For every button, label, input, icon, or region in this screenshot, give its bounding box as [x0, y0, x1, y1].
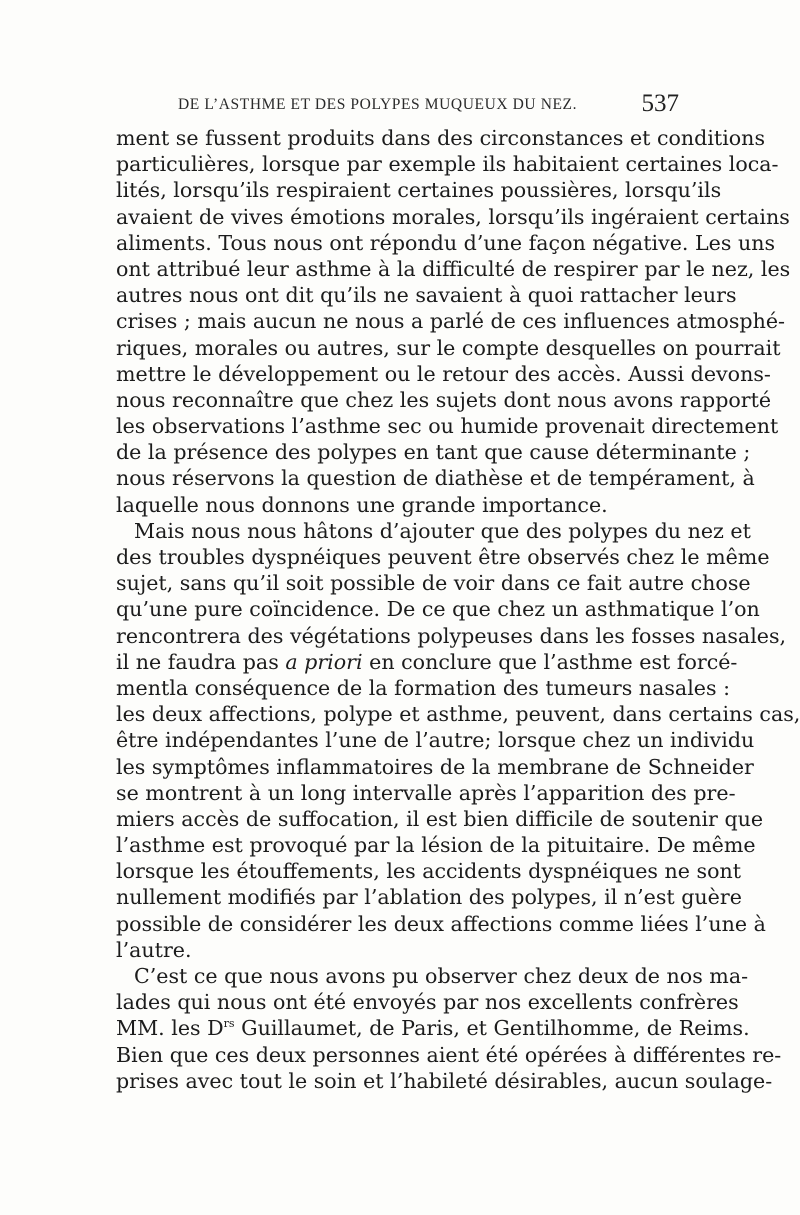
paragraph-1 — [116, 125, 791, 518]
running-head — [116, 90, 679, 120]
text-line: lades qui nous ont été envoyés par nos excellents confrères — [116, 990, 739, 1015]
paragraph-2 — [116, 518, 800, 963]
text-line: miers accès de suffocation, il est bien difficile de soutenir que — [116, 806, 764, 831]
text-line: mentla conséquence de la formation des tumeurs nasales : — [116, 675, 731, 700]
page-number: 537 — [641, 90, 679, 117]
text-line: nous reconnaître que chez les sujets dont nous avons rapporté — [116, 387, 772, 412]
text-line: prises avec tout le soin et l’habileté désirables, aucun soulage- — [116, 1068, 773, 1093]
italic-phrase: a priori — [285, 649, 363, 674]
text-line: laquelle nous donnons une grande importance. — [116, 492, 608, 517]
text-line: lités, lorsqu’ils respiraient certaines poussières, lorsqu’ils — [116, 178, 722, 203]
text-line: Bien que ces deux personnes aient été opérées à différentes re- — [116, 1042, 782, 1067]
text-line: rencontrera des végétations polypeuses dans les fosses nasales, — [116, 623, 787, 648]
text-line: les observations l’asthme sec ou humide provenait directement — [116, 414, 779, 439]
paragraph-3 — [116, 963, 782, 1094]
text-line: se montrent à un long intervalle après l’apparition des pre- — [116, 780, 736, 805]
text-line: l’autre. — [116, 937, 192, 962]
text-line: les deux affections, polype et asthme, peuvent, dans certains cas, — [116, 702, 800, 727]
text-line: particulières, lorsque par exemple ils habitaient certaines loca- — [116, 152, 779, 177]
text-line: autres nous ont dit qu’ils ne savaient à quoi rattacher leurs — [116, 283, 737, 308]
text-line: des troubles dyspnéiques peuvent être observés chez le même — [116, 545, 770, 569]
text-line: sujet, sans qu’il soit possible de voir dans ce fait autre chose — [116, 571, 751, 596]
text-line: aliments. Tous nous ont répondu d’une façon négative. Les uns — [116, 230, 776, 255]
text-line: Mais nous nous hâtons d’ajouter que des polypes du nez et — [134, 518, 751, 543]
text-segment: il ne faudra pas — [116, 649, 286, 674]
text-line: mettre le développement ou le retour des accès. Aussi devons- — [116, 361, 771, 386]
text-line: qu’une pure coïncidence. De ce que chez un asthmatique l’on — [116, 597, 760, 622]
running-head-title: DE L’ASTHME ET DES POLYPES MUQUEUX DU NEZ. — [178, 96, 578, 113]
text-segment: Guillaumet, de Paris, et Gentilhomme, de Reims. — [234, 1016, 750, 1041]
text-line: C’est ce que nous avons pu observer chez deux de nos ma- — [134, 964, 749, 988]
text-line: nous réservons la question de diathèse et de tempérament, à — [116, 466, 755, 491]
body-text — [116, 125, 800, 1094]
superscript: rs — [223, 1017, 235, 1031]
text-line: avaient de vives émotions morales, lorsqu’ils ingéraient certains — [116, 204, 790, 229]
text-segment: en conclure que l’asthme est forcé- — [362, 649, 738, 674]
text-line: être indépendantes l’une de l’autre; lorsque chez un individu — [116, 728, 755, 753]
text-line: l’asthme est provoqué par la lésion de la pituitaire. De même — [116, 833, 756, 858]
text-line: lorsque les étouffements, les accidents dyspnéiques ne sont — [116, 859, 742, 884]
text-line: ment se fussent produits dans des circonstances et conditions — [116, 126, 766, 150]
text-line-mixed — [116, 649, 738, 675]
text-line: crises ; mais aucun ne nous a parlé de ces influences atmosphé- — [116, 309, 785, 334]
text-segment: MM. les D — [116, 1016, 224, 1041]
text-line-mixed — [116, 1015, 750, 1041]
text-line: possible de considérer les deux affections comme liées l’une à — [116, 911, 766, 936]
text-line: riques, morales ou autres, sur le compte desquelles on pourrait — [116, 335, 781, 360]
text-line: les symptômes inflammatoires de la membrane de Schneider — [116, 754, 754, 779]
text-line: ont attribué leur asthme à la difficulté de respirer par le nez, les — [116, 256, 791, 281]
text-line: de la présence des polypes en tant que cause déterminante ; — [116, 440, 751, 465]
text-line: nullement modifiés par l’ablation des polypes, il n’est guère — [116, 885, 742, 910]
